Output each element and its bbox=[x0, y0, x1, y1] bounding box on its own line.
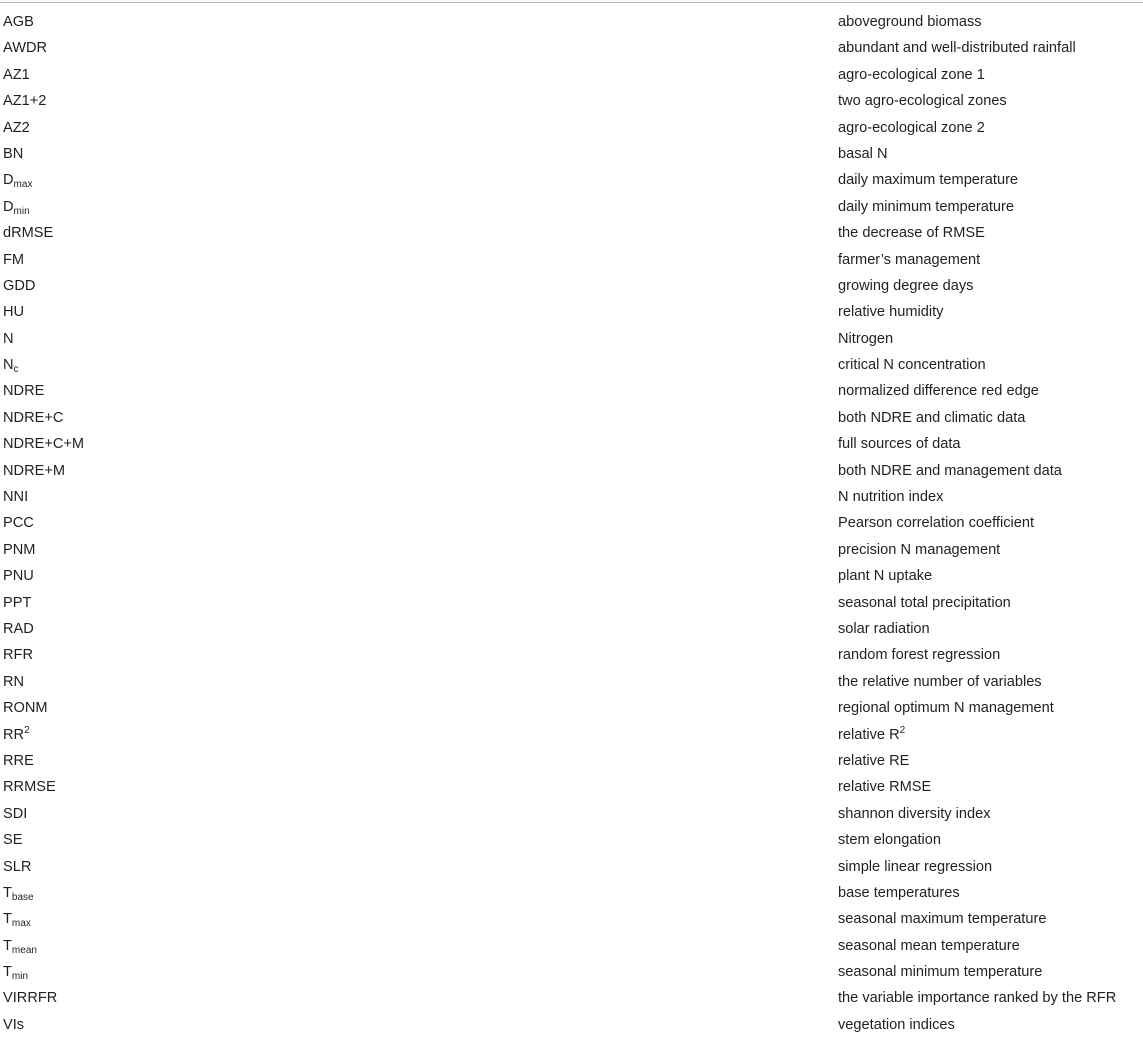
table-row bbox=[0, 669, 1143, 695]
table-row bbox=[0, 378, 1143, 404]
definition-text: abundant and well-distributed rainfall bbox=[838, 40, 1076, 57]
abbreviations-table bbox=[0, 9, 1143, 1038]
abbreviation bbox=[3, 167, 32, 193]
abbreviation-text: AWDR bbox=[3, 40, 48, 57]
definition-text: growing degree days bbox=[838, 277, 974, 294]
abbreviation-text: SDI bbox=[3, 805, 28, 822]
abbreviation bbox=[3, 854, 31, 880]
definition-text: full sources of data bbox=[838, 436, 961, 453]
definition bbox=[838, 827, 941, 853]
abbreviation bbox=[3, 510, 34, 536]
definition-text: both NDRE and management data bbox=[838, 462, 1062, 479]
abbreviation-text: GDD bbox=[3, 277, 36, 294]
table-row bbox=[0, 933, 1143, 959]
definition-text: shannon diversity index bbox=[838, 805, 991, 822]
definition bbox=[838, 933, 1020, 959]
table-row bbox=[0, 590, 1143, 616]
table-row bbox=[0, 194, 1143, 220]
table-row bbox=[0, 880, 1143, 906]
abbreviation-text: AZ2 bbox=[3, 119, 30, 136]
table-row bbox=[0, 722, 1143, 748]
abbreviation-text: T bbox=[3, 884, 12, 901]
abbreviation-text: NDRE+M bbox=[3, 462, 66, 479]
abbreviation bbox=[3, 405, 63, 431]
definition bbox=[838, 35, 1076, 61]
definition bbox=[838, 62, 985, 88]
table-row bbox=[0, 801, 1143, 827]
abbreviation-text: RR bbox=[3, 726, 25, 743]
abbreviation-text: RRMSE bbox=[3, 779, 56, 796]
definition bbox=[838, 642, 1000, 668]
definition bbox=[838, 9, 982, 35]
abbreviation bbox=[3, 695, 48, 721]
table-row bbox=[0, 616, 1143, 642]
table-row bbox=[0, 774, 1143, 800]
abbreviation-text: N bbox=[3, 357, 14, 374]
definition bbox=[838, 458, 1062, 484]
table-row bbox=[0, 537, 1143, 563]
definition bbox=[838, 352, 986, 378]
abbreviation bbox=[3, 326, 14, 352]
abbreviation bbox=[3, 141, 23, 167]
definition bbox=[838, 510, 1034, 536]
abbreviation bbox=[3, 431, 84, 457]
definition-text: the decrease of RMSE bbox=[838, 225, 985, 242]
abbreviation bbox=[3, 616, 34, 642]
definition-text: aboveground biomass bbox=[838, 14, 982, 30]
definition-superscript: 2 bbox=[899, 724, 906, 736]
abbreviation-text: PCC bbox=[3, 515, 34, 532]
abbreviation-text: AGB bbox=[3, 14, 34, 30]
definition bbox=[838, 378, 1039, 404]
abbreviation-text: T bbox=[3, 964, 12, 981]
table-row bbox=[0, 62, 1143, 88]
table-row bbox=[0, 985, 1143, 1011]
definition-text: both NDRE and climatic data bbox=[838, 409, 1026, 426]
definition-text: basal N bbox=[838, 145, 888, 162]
abbreviation bbox=[3, 722, 30, 748]
definition bbox=[838, 115, 985, 141]
table-row bbox=[0, 484, 1143, 510]
definition-text: simple linear regression bbox=[838, 858, 993, 875]
definition bbox=[838, 669, 1042, 695]
abbreviation-text: RN bbox=[3, 673, 25, 690]
definition-text: Pearson correlation coefficient bbox=[838, 515, 1035, 532]
abbreviation-text: T bbox=[3, 937, 12, 954]
abbreviation bbox=[3, 458, 65, 484]
definition-text: relative R bbox=[838, 726, 900, 743]
table-row bbox=[0, 748, 1143, 774]
definition bbox=[838, 88, 1007, 114]
table-top-rule bbox=[0, 2, 1143, 3]
definition bbox=[838, 431, 961, 457]
definition bbox=[838, 273, 973, 299]
table-row bbox=[0, 141, 1143, 167]
definition bbox=[838, 616, 930, 642]
abbreviation-text: RRE bbox=[3, 752, 34, 769]
definition bbox=[838, 695, 1054, 721]
abbreviation bbox=[3, 352, 19, 378]
definition bbox=[838, 484, 943, 510]
abbreviation bbox=[3, 748, 34, 774]
abbreviation-text: PNU bbox=[3, 568, 34, 585]
abbreviation bbox=[3, 115, 30, 141]
table-row bbox=[0, 642, 1143, 668]
abbreviation bbox=[3, 220, 53, 246]
abbreviation-text: NDRE+C bbox=[3, 409, 64, 426]
table-row bbox=[0, 167, 1143, 193]
definition bbox=[838, 854, 992, 880]
definition bbox=[838, 326, 893, 352]
definition-text: seasonal minimum temperature bbox=[838, 964, 1043, 981]
abbreviation bbox=[3, 273, 35, 299]
abbreviation-text: N bbox=[3, 330, 14, 347]
definition bbox=[838, 220, 985, 246]
definition-text: random forest regression bbox=[838, 647, 1001, 664]
abbreviation-superscript: 2 bbox=[24, 724, 30, 736]
definition bbox=[838, 748, 909, 774]
abbreviation-text: D bbox=[3, 172, 14, 189]
abbreviation bbox=[3, 880, 34, 906]
abbreviation bbox=[3, 801, 27, 827]
abbreviation-text: RAD bbox=[3, 620, 34, 637]
table-row bbox=[0, 827, 1143, 853]
definition bbox=[838, 405, 1025, 431]
abbreviation-text: VIRRFR bbox=[3, 990, 58, 1007]
abbreviation-text: HU bbox=[3, 304, 25, 321]
table-row bbox=[0, 299, 1143, 325]
abbreviation-subscript: max bbox=[11, 918, 31, 930]
abbreviation-text: PNM bbox=[3, 541, 36, 558]
definition bbox=[838, 537, 1000, 563]
table-row bbox=[0, 959, 1143, 985]
definition bbox=[838, 563, 932, 589]
abbreviation bbox=[3, 378, 44, 404]
definition bbox=[838, 801, 991, 827]
table-row bbox=[0, 458, 1143, 484]
abbreviation bbox=[3, 247, 24, 273]
table-row bbox=[0, 9, 1143, 35]
abbreviation-text: NDRE+C+M bbox=[3, 436, 85, 453]
abbreviation-text: AZ1 bbox=[3, 66, 30, 83]
abbreviation-subscript: max bbox=[13, 179, 33, 191]
definition bbox=[838, 985, 1116, 1011]
abbreviation bbox=[3, 35, 47, 61]
abbreviation-text: FM bbox=[3, 251, 25, 268]
table-row bbox=[0, 431, 1143, 457]
table-row bbox=[0, 695, 1143, 721]
abbreviation-text: SLR bbox=[3, 858, 32, 875]
abbreviation bbox=[3, 62, 30, 88]
abbreviation bbox=[3, 590, 31, 616]
definition-text: solar radiation bbox=[838, 620, 930, 637]
abbreviation-subscript: min bbox=[13, 205, 30, 217]
definition-text: seasonal maximum temperature bbox=[838, 911, 1047, 928]
definition bbox=[838, 774, 931, 800]
definition-text: regional optimum N management bbox=[838, 700, 1054, 717]
table-row bbox=[0, 563, 1143, 589]
abbreviation bbox=[3, 299, 24, 325]
definition bbox=[838, 1012, 955, 1038]
abbreviation-subscript: mean bbox=[11, 944, 37, 956]
abbreviation-subscript: min bbox=[11, 971, 29, 983]
definition-text: daily maximum temperature bbox=[838, 172, 1019, 189]
abbreviation-text: RONM bbox=[3, 700, 48, 717]
abbreviation-text: RFR bbox=[3, 647, 33, 664]
abbreviation-text: SE bbox=[3, 832, 23, 849]
definition-text: agro-ecological zone 2 bbox=[838, 119, 985, 136]
definition-text: agro-ecological zone 1 bbox=[838, 66, 985, 83]
abbreviation bbox=[3, 774, 56, 800]
definition-text: vegetation indices bbox=[838, 1016, 955, 1033]
abbreviation bbox=[3, 563, 34, 589]
definition-text: plant N uptake bbox=[838, 568, 933, 585]
table-row bbox=[0, 352, 1143, 378]
abbreviation-text: T bbox=[3, 911, 12, 928]
abbreviation bbox=[3, 827, 22, 853]
definition bbox=[838, 880, 960, 906]
abbreviation bbox=[3, 1012, 24, 1038]
definition bbox=[838, 299, 943, 325]
definition bbox=[838, 722, 905, 748]
table-row bbox=[0, 510, 1143, 536]
definition-text: daily minimum temperature bbox=[838, 198, 1014, 215]
table-row bbox=[0, 220, 1143, 246]
definition-text: the relative number of variables bbox=[838, 673, 1042, 690]
abbreviation bbox=[3, 933, 37, 959]
abbreviation bbox=[3, 906, 31, 932]
abbreviation-text: AZ1+2 bbox=[3, 93, 47, 110]
abbreviation bbox=[3, 194, 30, 220]
abbreviation bbox=[3, 985, 57, 1011]
definition-text: relative RE bbox=[838, 752, 910, 769]
abbreviation-text: BN bbox=[3, 145, 24, 162]
abbreviation-subscript: base bbox=[11, 891, 34, 903]
abbreviation-text: D bbox=[3, 198, 14, 215]
abbreviation bbox=[3, 9, 34, 35]
definition bbox=[838, 959, 1042, 985]
abbreviation bbox=[3, 669, 24, 695]
table-row bbox=[0, 405, 1143, 431]
definition-text: seasonal mean temperature bbox=[838, 937, 1020, 954]
definition-text: N nutrition index bbox=[838, 489, 944, 506]
abbreviation bbox=[3, 642, 33, 668]
abbreviation-text: VIs bbox=[3, 1016, 25, 1033]
definition-text: Nitrogen bbox=[838, 330, 894, 347]
table-row bbox=[0, 247, 1143, 273]
definition-text: two agro-ecological zones bbox=[838, 93, 1007, 110]
table-row bbox=[0, 35, 1143, 61]
abbreviation-text: PPT bbox=[3, 594, 32, 611]
definition bbox=[838, 141, 887, 167]
table-row bbox=[0, 1012, 1143, 1038]
definition-text: farmer’s management bbox=[838, 251, 981, 268]
definition-text: normalized difference red edge bbox=[838, 383, 1039, 400]
definition-text: critical N concentration bbox=[838, 357, 986, 374]
definition-text: seasonal total precipitation bbox=[838, 594, 1011, 611]
table-row bbox=[0, 115, 1143, 141]
abbreviation-subscript: c bbox=[13, 364, 19, 376]
definition-text: precision N management bbox=[838, 541, 1001, 558]
abbreviation-text: dRMSE bbox=[3, 225, 54, 242]
abbreviation bbox=[3, 537, 35, 563]
definition bbox=[838, 590, 1011, 616]
table-row bbox=[0, 326, 1143, 352]
abbreviation bbox=[3, 959, 28, 985]
definition-text: relative RMSE bbox=[838, 779, 932, 796]
definition bbox=[838, 906, 1046, 932]
definition bbox=[838, 247, 980, 273]
table-row bbox=[0, 273, 1143, 299]
definition bbox=[838, 167, 1018, 193]
table-row bbox=[0, 854, 1143, 880]
table-row bbox=[0, 906, 1143, 932]
definition bbox=[838, 194, 1014, 220]
abbreviation-text: NNI bbox=[3, 489, 29, 506]
definition-text: stem elongation bbox=[838, 832, 942, 849]
table-row bbox=[0, 88, 1143, 114]
abbreviation bbox=[3, 484, 28, 510]
definition-text: relative humidity bbox=[838, 304, 944, 321]
abbreviation-text: NDRE bbox=[3, 383, 45, 400]
abbreviation bbox=[3, 88, 46, 114]
definition-text: base temperatures bbox=[838, 884, 960, 901]
definition-text: the variable importance ranked by the RFR bbox=[838, 990, 1117, 1007]
